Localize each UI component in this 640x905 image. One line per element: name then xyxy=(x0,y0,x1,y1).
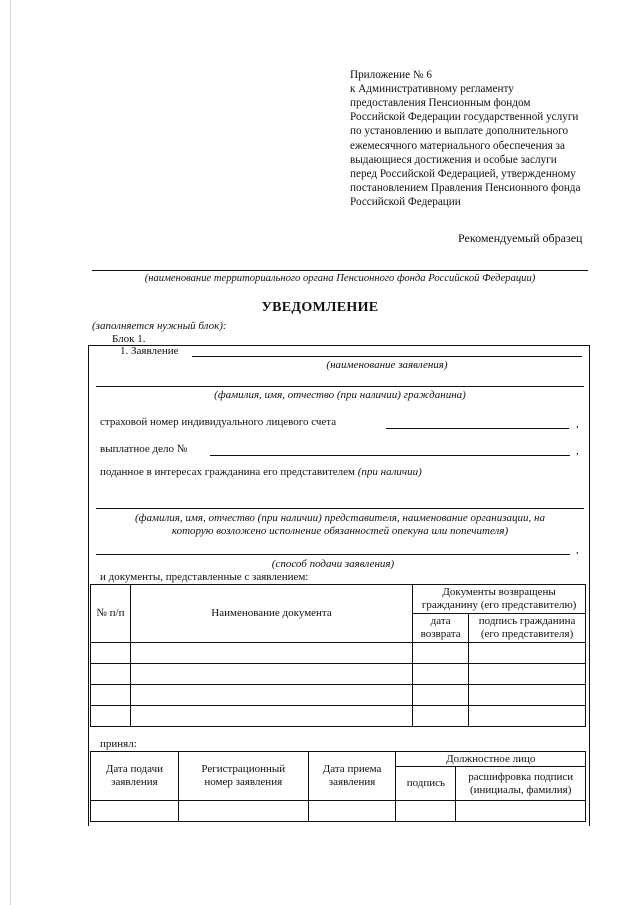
representative-note: (при наличии) xyxy=(357,466,422,478)
col-returned-header: Документы возвращены гражданину (его представителю) xyxy=(413,585,586,614)
header-line-4: Российской Федерации государственной услуги xyxy=(350,111,579,123)
table-cell[interactable] xyxy=(91,706,131,727)
table-cell[interactable] xyxy=(469,706,586,727)
application-label: 1. Заявление xyxy=(120,345,179,357)
block-label: Блок 1. xyxy=(112,333,146,345)
table-cell[interactable] xyxy=(130,643,412,664)
table-cell[interactable] xyxy=(396,801,456,822)
representative-caption-2: которую возложено исполнение обязанностей опекуна или попечителя) xyxy=(171,525,509,537)
table-cell[interactable] xyxy=(91,685,131,706)
representative-label-text: поданное в интересах гражданина его представителем xyxy=(100,466,355,478)
header-line-1: Приложение № 6 xyxy=(350,69,432,81)
col-signature-header: подпись гражданина (его представителя) xyxy=(469,614,586,643)
snils-comma: , xyxy=(576,418,579,430)
table-cell[interactable] xyxy=(130,685,412,706)
documents-label: и документы, представленные с заявлением: xyxy=(100,571,309,583)
table-row xyxy=(91,801,586,822)
representative-caption-1: (фамилия, имя, отчество (при наличии) представителя, наименование организации, на xyxy=(135,512,545,524)
header-line-3: предоставления Пенсионным фондом xyxy=(350,97,531,109)
header-line-2: к Административному регламенту xyxy=(350,83,514,95)
col-number-header: № п/п xyxy=(91,585,131,643)
snils-input-line[interactable] xyxy=(386,428,569,429)
representative-label xyxy=(100,466,422,478)
col-submit-date-header: Дата подачи заявления xyxy=(91,752,179,801)
citizen-fio-line[interactable] xyxy=(96,386,584,387)
table-row xyxy=(91,685,586,706)
header-line-7: выдающиеся достижения и особые заслуги xyxy=(350,154,557,166)
submission-method-caption: (способ подачи заявления) xyxy=(271,558,395,570)
application-caption: (наименование заявления) xyxy=(326,359,448,371)
col-official-header: Должностное лицо xyxy=(396,752,586,767)
header-line-5: по установлению и выплате дополнительного xyxy=(350,125,569,137)
representative-line[interactable] xyxy=(96,508,584,509)
table-cell[interactable] xyxy=(469,685,586,706)
table-row xyxy=(91,664,586,685)
header-line-9: постановлением Правления Пенсионного фонда xyxy=(350,182,581,194)
documents-table xyxy=(90,584,586,727)
accepted-label: принял: xyxy=(100,738,137,750)
table-cell[interactable] xyxy=(456,801,586,822)
payment-file-input-line[interactable] xyxy=(210,455,570,456)
table-cell[interactable] xyxy=(178,801,308,822)
col-accept-date-header: Дата приема заявления xyxy=(308,752,396,801)
table-cell[interactable] xyxy=(91,664,131,685)
submission-method-comma: , xyxy=(576,544,579,556)
citizen-fio-caption: (фамилия, имя, отчество (при наличии) гражданина) xyxy=(214,389,466,401)
header-line-6: ежемесячного материального обеспечения за xyxy=(350,140,565,152)
col-doc-name-header: Наименование документа xyxy=(130,585,412,643)
table-cell[interactable] xyxy=(413,706,469,727)
header-line-10: Российской Федерации xyxy=(350,196,461,208)
table-cell[interactable] xyxy=(469,664,586,685)
recommended-sample: Рекомендуемый образец xyxy=(458,231,583,245)
col-sign-decode-header: расшифровка подписи (инициалы, фамилия) xyxy=(456,767,586,801)
submission-method-line[interactable] xyxy=(96,554,570,555)
header-line-8: перед Российской Федерацией, утвержденному xyxy=(350,168,576,180)
table-cell[interactable] xyxy=(469,643,586,664)
table-row xyxy=(91,706,586,727)
document-title: УВЕДОМЛЕНИЕ xyxy=(261,300,379,315)
table-cell[interactable] xyxy=(91,643,131,664)
payment-file-comma: , xyxy=(576,445,579,457)
col-return-date-header: дата возврата xyxy=(413,614,469,643)
table-row xyxy=(91,643,586,664)
acceptance-table xyxy=(90,751,586,822)
fill-note: (заполняется нужный блок): xyxy=(92,320,227,332)
org-name-caption: (наименование территориального органа Пенсионного фонда Российской Федерации) xyxy=(144,273,536,284)
table-cell[interactable] xyxy=(91,801,179,822)
table-cell[interactable] xyxy=(413,643,469,664)
snils-label: страховой номер индивидуального лицевого счета xyxy=(100,416,337,428)
table-cell[interactable] xyxy=(308,801,396,822)
org-name-line[interactable] xyxy=(92,270,588,271)
col-sign-header: подпись xyxy=(396,767,456,801)
table-cell[interactable] xyxy=(413,664,469,685)
page-edge xyxy=(10,0,11,905)
table-cell[interactable] xyxy=(130,706,412,727)
table-cell[interactable] xyxy=(130,664,412,685)
payment-file-label: выплатное дело № xyxy=(100,443,188,455)
application-name-line[interactable] xyxy=(192,356,582,357)
col-reg-number-header: Регистрационный номер заявления xyxy=(178,752,308,801)
table-cell[interactable] xyxy=(413,685,469,706)
